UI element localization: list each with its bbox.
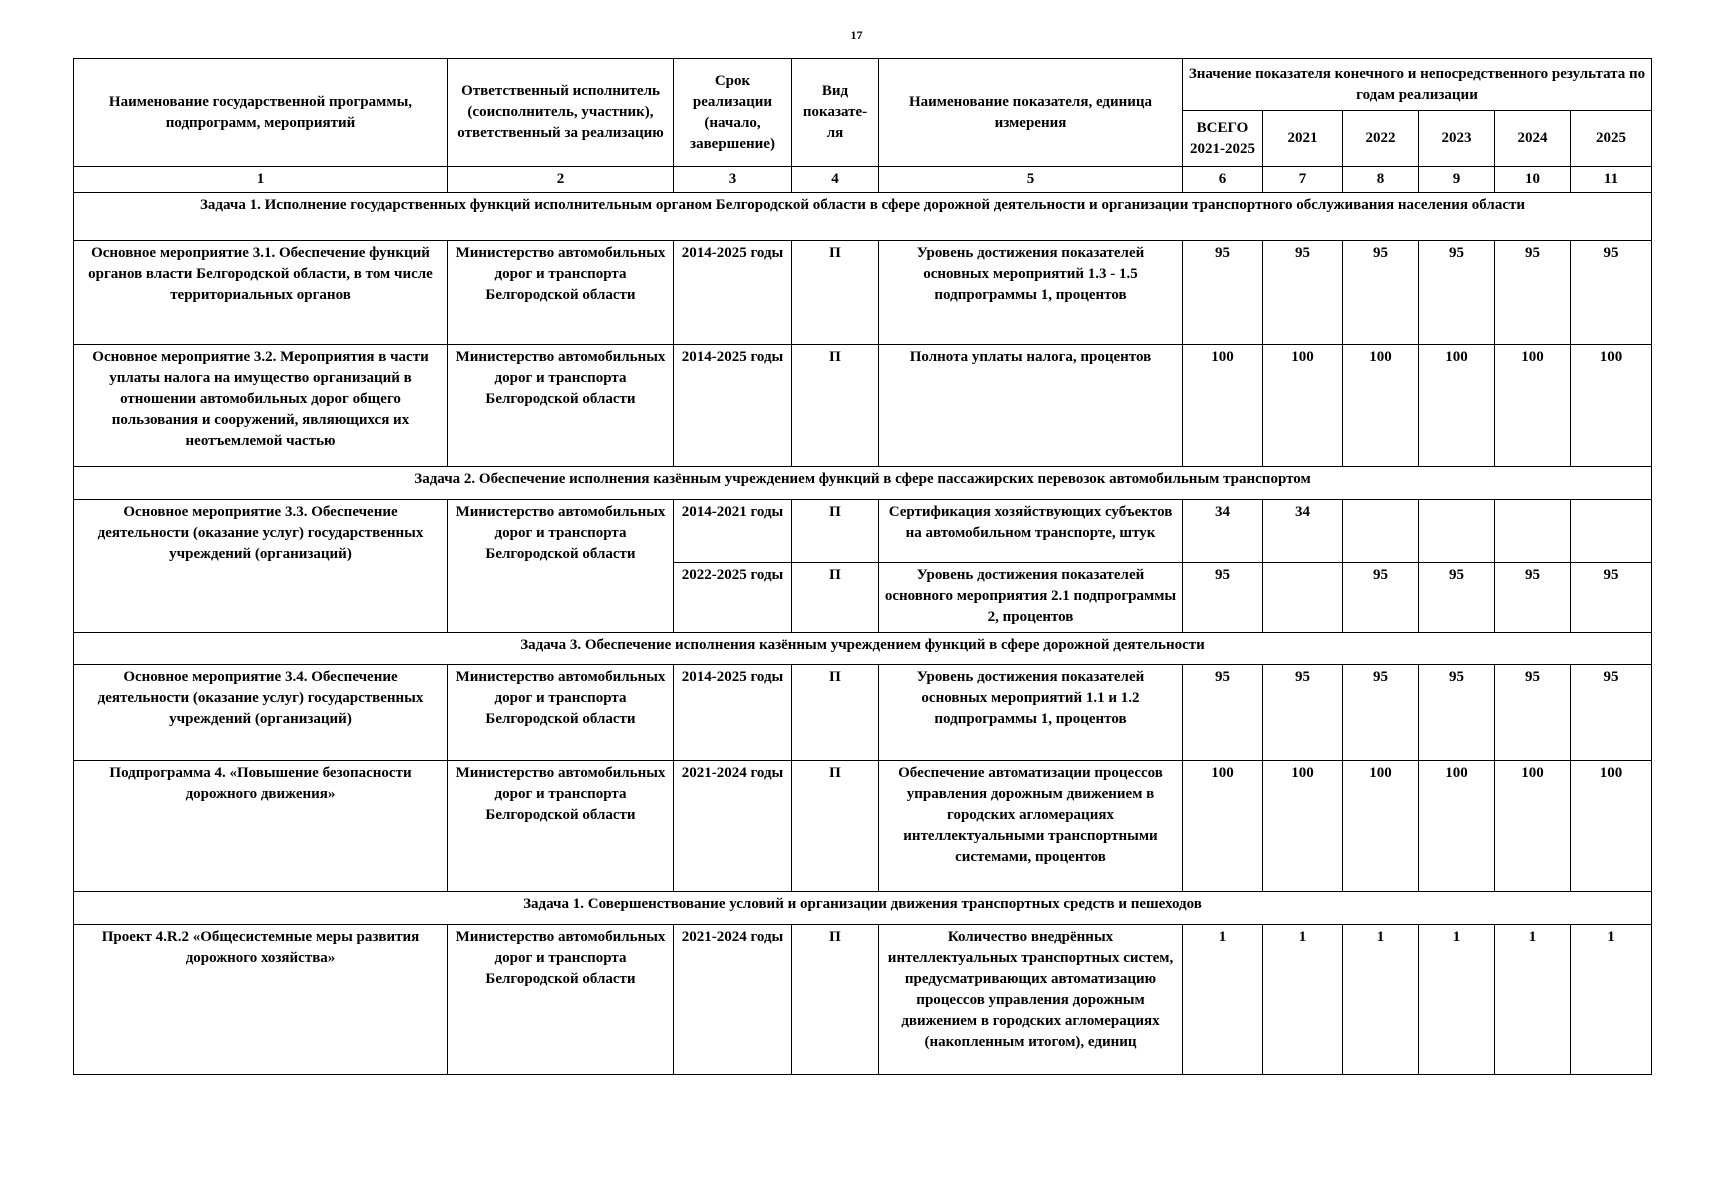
header-year: 2024	[1495, 111, 1571, 167]
column-number: 1	[74, 167, 448, 193]
value-total: 100	[1183, 761, 1263, 892]
indicator-name: Обеспечение автоматизации процессов управления дорожным движением в городских агломерациях интеллектуальными транспортными системами, процентов	[879, 761, 1183, 892]
column-number: 6	[1183, 167, 1263, 193]
task-heading: Задача 1. Совершенствование условий и организации движения транспортных средств и пешеходов	[74, 892, 1652, 925]
value-2023	[1419, 500, 1495, 563]
task-row	[74, 467, 1652, 500]
subprogram-name: Подпрограмма 4. «Повышение безопасности дорожного движения»	[74, 761, 448, 892]
responsible-executor: Министерство автомобильных дорог и транспорта Белгородской области	[448, 925, 674, 1075]
value-2024: 100	[1495, 345, 1571, 467]
responsible-executor: Министерство автомобильных дорог и транспорта Белгородской области	[448, 665, 674, 761]
responsible-executor: Министерство автомобильных дорог и транспорта Белгородской области	[448, 761, 674, 892]
column-number: 3	[674, 167, 792, 193]
table-row	[74, 761, 1652, 892]
indicator-type: П	[792, 345, 879, 467]
indicator-type: П	[792, 761, 879, 892]
value-2023: 1	[1419, 925, 1495, 1075]
value-2022: 95	[1343, 241, 1419, 345]
value-total: 95	[1183, 665, 1263, 761]
value-2022: 95	[1343, 665, 1419, 761]
responsible-executor: Министерство автомобильных дорог и транспорта Белгородской области	[448, 500, 674, 633]
responsible-executor: Министерство автомобильных дорог и транспорта Белгородской области	[448, 241, 674, 345]
header-name: Наименование государственной программы, подпрограмм, мероприятий	[74, 59, 448, 167]
indicator-name: Уровень достижения показателей основных мероприятий 1.1 и 1.2 подпрограммы 1, процентов	[879, 665, 1183, 761]
task-heading: Задача 1. Исполнение государственных функций исполнительным органом Белгородской области в сфере дорожной деятельности и организации транспортного обслуживания населения области	[74, 193, 1652, 241]
value-2023: 100	[1419, 345, 1495, 467]
indicator-name: Уровень достижения показателей основных мероприятий 1.3 - 1.5 подпрограммы 1, процентов	[879, 241, 1183, 345]
header-indicator: Наименование показателя, единица измерения	[879, 59, 1183, 167]
table-row	[74, 241, 1652, 345]
value-total: 95	[1183, 241, 1263, 345]
value-2024: 95	[1495, 665, 1571, 761]
indicator-name: Количество внедрённых интеллектуальных транспортных систем, предусматривающих автоматизацию процессов управления дорожным движением в городских агломерациях (накопленным итогом), единиц	[879, 925, 1183, 1075]
column-number: 7	[1263, 167, 1343, 193]
value-2025: 100	[1571, 761, 1652, 892]
table-row	[74, 500, 1652, 563]
column-number: 8	[1343, 167, 1419, 193]
header-year: 2021	[1263, 111, 1343, 167]
value-2025: 95	[1571, 563, 1652, 633]
value-2025: 95	[1571, 241, 1652, 345]
implementation-period: 2021-2024 годы	[674, 925, 792, 1075]
activity-name: Основное мероприятие 3.3. Обеспечение деятельности (оказание услуг) государственных учреждений (организаций)	[74, 500, 448, 633]
indicator-type: П	[792, 665, 879, 761]
column-number: 9	[1419, 167, 1495, 193]
header-type: Вид показате-ля	[792, 59, 879, 167]
task-row	[74, 633, 1652, 665]
value-2021: 100	[1263, 345, 1343, 467]
table-row	[74, 665, 1652, 761]
activity-name: Основное мероприятие 3.2. Мероприятия в части уплаты налога на имущество организаций в отношении автомобильных дорог общего пользования и сооружений, являющихся их неотъемлемой частью	[74, 345, 448, 467]
value-2025: 95	[1571, 665, 1652, 761]
value-2023: 95	[1419, 563, 1495, 633]
indicator-type: П	[792, 241, 879, 345]
value-2025: 100	[1571, 345, 1652, 467]
value-2021: 34	[1263, 500, 1343, 563]
task-heading: Задача 2. Обеспечение исполнения казённым учреждением функций в сфере пассажирских перевозок автомобильным транспортом	[74, 467, 1652, 500]
activity-name: Основное мероприятие 3.4. Обеспечение деятельности (оказание услуг) государственных учреждений (организаций)	[74, 665, 448, 761]
value-2024: 1	[1495, 925, 1571, 1075]
header-year: 2022	[1343, 111, 1419, 167]
header-row-1	[74, 59, 1652, 111]
value-2023: 95	[1419, 241, 1495, 345]
column-number: 4	[792, 167, 879, 193]
value-2022: 100	[1343, 761, 1419, 892]
value-2022	[1343, 500, 1419, 563]
value-2021: 1	[1263, 925, 1343, 1075]
indicator-type: П	[792, 500, 879, 563]
indicator-name: Сертификация хозяйствующих субъектов на автомобильном транспорте, штук	[879, 500, 1183, 563]
value-total: 100	[1183, 345, 1263, 467]
indicators-table	[73, 58, 1652, 1075]
value-2022: 1	[1343, 925, 1419, 1075]
indicator-name: Уровень достижения показателей основного мероприятия 2.1 подпрограммы 2, процентов	[879, 563, 1183, 633]
value-2024: 95	[1495, 241, 1571, 345]
activity-name: Основное мероприятие 3.1. Обеспечение функций органов власти Белгородской области, в том числе территориальных органов	[74, 241, 448, 345]
value-2021	[1263, 563, 1343, 633]
value-2023: 100	[1419, 761, 1495, 892]
page-number: 17	[850, 28, 863, 42]
value-total: 34	[1183, 500, 1263, 563]
column-number: 11	[1571, 167, 1652, 193]
header-year: 2025	[1571, 111, 1652, 167]
value-2025: 1	[1571, 925, 1652, 1075]
header-values-group: Значение показателя конечного и непосредственного результата по годам реализации	[1183, 59, 1652, 111]
task-heading: Задача 3. Обеспечение исполнения казённым учреждением функций в сфере дорожной деятельности	[74, 633, 1652, 665]
header-period: Срок реализации (начало, завершение)	[674, 59, 792, 167]
indicator-name: Полнота уплаты налога, процентов	[879, 345, 1183, 467]
value-total: 1	[1183, 925, 1263, 1075]
value-2025	[1571, 500, 1652, 563]
implementation-period: 2022-2025 годы	[674, 563, 792, 633]
responsible-executor: Министерство автомобильных дорог и транспорта Белгородской области	[448, 345, 674, 467]
indicator-type: П	[792, 563, 879, 633]
value-2022: 100	[1343, 345, 1419, 467]
value-2024	[1495, 500, 1571, 563]
implementation-period: 2014-2025 годы	[674, 665, 792, 761]
header-year: 2023	[1419, 111, 1495, 167]
column-number: 10	[1495, 167, 1571, 193]
header-total: ВСЕГО 2021-2025	[1183, 111, 1263, 167]
implementation-period: 2014-2025 годы	[674, 241, 792, 345]
indicator-type: П	[792, 925, 879, 1075]
column-numbers-row	[74, 167, 1652, 193]
implementation-period: 2014-2025 годы	[674, 345, 792, 467]
table-row	[74, 925, 1652, 1075]
value-2021: 95	[1263, 241, 1343, 345]
column-number: 2	[448, 167, 674, 193]
value-2021: 95	[1263, 665, 1343, 761]
task-row	[74, 193, 1652, 241]
value-2024: 100	[1495, 761, 1571, 892]
task-row	[74, 892, 1652, 925]
value-total: 95	[1183, 563, 1263, 633]
value-2021: 100	[1263, 761, 1343, 892]
value-2024: 95	[1495, 563, 1571, 633]
column-number: 5	[879, 167, 1183, 193]
table-row	[74, 345, 1652, 467]
implementation-period: 2014-2021 годы	[674, 500, 792, 563]
header-responsible: Ответственный исполнитель (соисполнитель, участник), ответственный за реализацию	[448, 59, 674, 167]
implementation-period: 2021-2024 годы	[674, 761, 792, 892]
project-name: Проект 4.R.2 «Общесистемные меры развития дорожного хозяйства»	[74, 925, 448, 1075]
value-2023: 95	[1419, 665, 1495, 761]
value-2022: 95	[1343, 563, 1419, 633]
